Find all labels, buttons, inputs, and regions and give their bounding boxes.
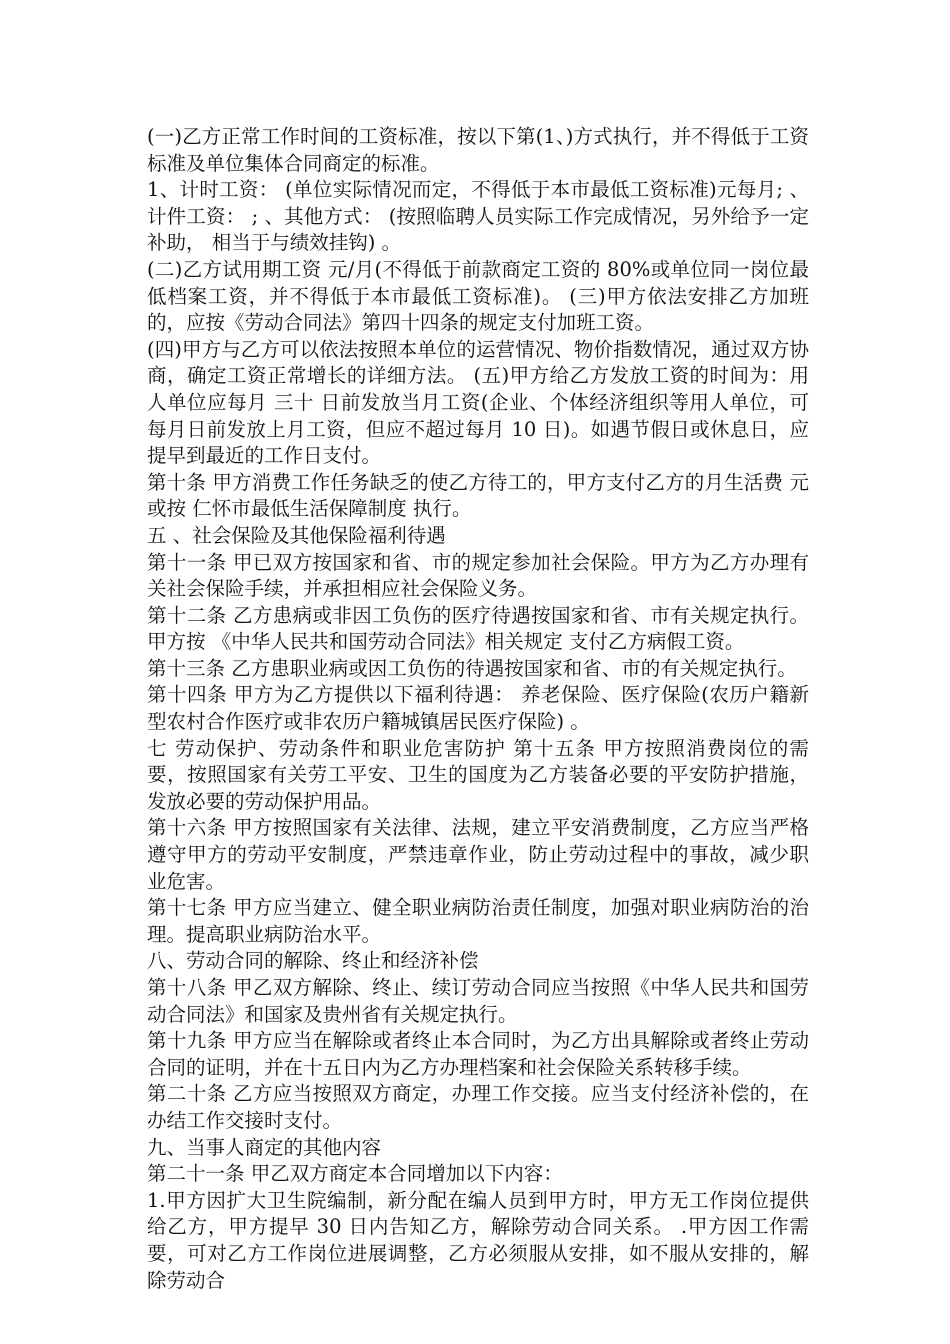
section-heading-other-matters: 九、当事人商定的其他内容 (147, 1135, 382, 1159)
paragraph-article-11: 第十一条 甲已双方按国家和省、市的规定参加社会保险。甲方为乙方办理有关社会保险手续，并承担相应社会保险义务。 (147, 550, 809, 601)
paragraph-article-10: 第十条 甲方消费工作任务缺乏的使乙方待工的，甲方支付乙方的月生活费 元或按 仁怀市最低生活保障制度 执行。 (147, 470, 809, 521)
paragraph-article-13: 第十三条 乙方患职业病或因工负伤的待遇按国家和省、市的有关规定执行。 (147, 656, 797, 680)
section-heading-social-insurance: 五 、社会保险及其他保险福利待遇 (147, 523, 446, 547)
paragraph-article-21: 第二十一条 甲乙双方商定本合同增加以下内容： (147, 1162, 563, 1186)
paragraph-article-16: 第十六条 甲方按照国家有关法律、法规，建立平安消费制度，乙方应当严格遵守甲方的劳动平安制度，严禁违章作业，防止劳动过程中的事故，减少职业危害。 (147, 816, 809, 893)
paragraph-item-1: 1.甲方因扩大卫生院编制，新分配在编人员到甲方时，甲方无工作岗位提供给乙方，甲方提早 30 日内告知乙方，解除劳动合同关系。 .甲方因工作需要，可对乙方工作岗位进展调整，乙方必须服从安排，如不服从安排的，解除劳动合 (147, 1188, 809, 1292)
paragraph-article-14: 第十四条 甲方为乙方提供以下福利待遇： 养老保险、医疗保险(农历户籍新型农村合作医疗或非农历户籍城镇居民医疗保险) 。 (147, 683, 809, 734)
paragraph-time-wage: 1、计时工资： (单位实际情况而定，不得低于本市最低工资标准)元每月; 、计件工资： ; 、其他方式： (按照临聘人员实际工作完成情况，另外给予一定补助， 相当于与绩效挂钩) 。 (147, 178, 809, 255)
paragraph-article-18: 第十八条 甲乙双方解除、终止、续订劳动合同应当按照《中华人民共和国劳动合同法》和国家及贵州省有关规定执行。 (147, 976, 809, 1026)
section-heading-termination: 八、劳动合同的解除、终止和经济补偿 (147, 949, 479, 973)
paragraph-article-19: 第十九条 甲方应当在解除或者终止本合同时，为乙方出具解除或者终止劳动合同的证明，并在十五日内为乙方办理档案和社会保险关系转移手续。 (147, 1029, 809, 1079)
paragraph-wage-standard: (一)乙方正常工作时间的工资标准，按以下第(1、)方式执行，并不得低于工资标准及单位集体合同商定的标准。 (147, 125, 809, 175)
document-body (147, 124, 809, 1294)
paragraph-article-20: 第二十条 乙方应当按照双方商定，办理工作交接。应当支付经济补偿的，在办结工作交接时支付。 (147, 1082, 809, 1132)
paragraph-probation-wage: (二)乙方试用期工资 元/月(不得低于前款商定工资的 80%或单位同一岗位最低档案工资，并不得低于本市最低工资标准)。 (三)甲方依法安排乙方加班的，应按《劳动合同法》第四十四条的规定支付加班工资。 (147, 257, 809, 335)
paragraph-article-12: 第十二条 乙方患病或非因工负伤的医疗待遇按国家和省、市有关规定执行。甲方按 《中华人民共和国劳动合同法》相关规定 支付乙方病假工资。 (147, 603, 809, 654)
paragraph-article-17: 第十七条 甲方应当建立、健全职业病防治责任制度，加强对职业病防治的治理。提高职业病防治水平。 (147, 896, 809, 946)
paragraph-wage-growth: (四)甲方与乙方可以依法按照本单位的运营情况、物价指数情况，通过双方协商，确定工资正常增长的详细方法。 (五)甲方给乙方发放工资的时间为：用人单位应每月 三十 日前发放当月工资(企业、个体经济组织等用人单位，可每月日前发放上月工资，但应不超过每月 10 日)。如遇节假日或休息日，应提早到最近的工作日支付。 (147, 337, 809, 468)
paragraph-article-15: 七 劳动保护、劳动条件和职业危害防护 第十五条 甲方按照消费岗位的需要，按照国家有关劳工平安、卫生的国度为乙方装备必要的平安防护措施，发放必要的劳动保护用品。 (147, 736, 809, 813)
